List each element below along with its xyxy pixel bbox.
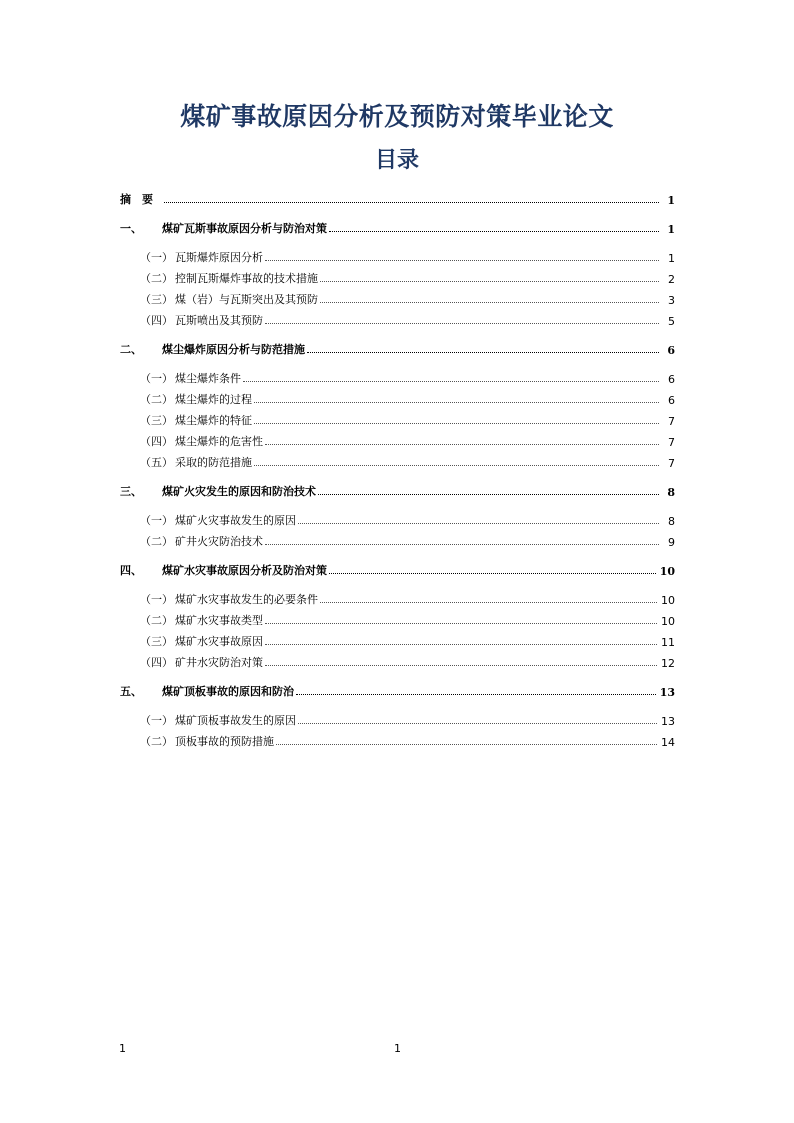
toc-entry-text: 煤矿顶板事故的原因和防治 — [162, 685, 294, 698]
toc-entry-number: （四） — [140, 435, 173, 448]
toc-dot-leader — [318, 493, 659, 495]
toc-entry-number: （一） — [140, 593, 173, 606]
toc-dot-leader — [254, 464, 659, 466]
toc-section-entry[interactable] — [140, 589, 675, 607]
toc-section-entry[interactable] — [140, 268, 675, 286]
toc-entry-text: 煤矿瓦斯事故原因分析与防治对策 — [162, 222, 327, 235]
toc-entry-page: 7 — [668, 457, 675, 470]
toc-entry-page: 3 — [668, 294, 675, 307]
toc-dot-leader — [243, 380, 659, 382]
toc-entry-page: 13 — [661, 715, 675, 728]
toc-dot-leader — [298, 722, 657, 724]
document-title: 煤矿事故原因分析及预防对策毕业论文 — [180, 102, 614, 131]
toc-entry-page: 2 — [668, 273, 675, 286]
toc-dot-leader — [320, 301, 659, 303]
toc-dot-leader — [265, 322, 659, 324]
toc-entry-page: 1 — [667, 194, 675, 207]
toc-chapter-entry[interactable] — [120, 481, 675, 499]
toc-dot-leader — [265, 643, 657, 645]
toc-entry-number: （五） — [140, 456, 173, 469]
toc-entry-page: 9 — [668, 536, 675, 549]
toc-chapter-entry[interactable] — [120, 218, 675, 236]
toc-entry-text: 煤矿火灾事故发生的原因 — [175, 514, 296, 527]
toc-entry-number: 二、 — [120, 343, 142, 356]
toc-section-entry[interactable] — [140, 389, 675, 407]
toc-entry-page: 8 — [668, 515, 675, 528]
toc-entry-text: 矿井水灾防治对策 — [175, 656, 263, 669]
toc-section-entry[interactable] — [140, 289, 675, 307]
toc-entry-number: 一、 — [120, 222, 142, 235]
toc-entry-page: 6 — [668, 373, 675, 386]
toc-entry-page: 7 — [668, 436, 675, 449]
toc-entry-number: （一） — [140, 251, 173, 264]
toc-entry-number: （二） — [140, 393, 173, 406]
toc-entry-text: 煤尘爆炸的过程 — [175, 393, 252, 406]
toc-entry-text: 煤（岩）与瓦斯突出及其预防 — [175, 293, 318, 306]
toc-entry-page: 7 — [668, 415, 675, 428]
toc-dot-leader — [265, 259, 659, 261]
toc-entry-number: （三） — [140, 414, 173, 427]
toc-entry-page: 10 — [661, 615, 675, 628]
toc-dot-leader — [307, 351, 659, 353]
toc-entry-text: 采取的防范措施 — [175, 456, 252, 469]
toc-dot-leader — [265, 543, 659, 545]
toc-entry-page: 6 — [667, 344, 675, 357]
toc-entry-number: （四） — [140, 314, 173, 327]
toc-section-entry[interactable] — [140, 431, 675, 449]
toc-section-entry[interactable] — [140, 652, 675, 670]
toc-section-entry[interactable] — [140, 410, 675, 428]
toc-section-entry[interactable] — [140, 731, 675, 749]
toc-entry-text: 顶板事故的预防措施 — [175, 735, 274, 748]
toc-entry-page: 13 — [659, 686, 675, 699]
toc-entry-text: 煤矿水灾事故原因分析及防治对策 — [162, 564, 327, 577]
toc-entry-number: （二） — [140, 735, 173, 748]
toc-entry-page: 8 — [667, 486, 675, 499]
toc-entry-number: （二） — [140, 535, 173, 548]
toc-chapter-entry[interactable] — [120, 339, 675, 357]
toc-entry-number: （三） — [140, 635, 173, 648]
toc-entry-page: 11 — [661, 636, 675, 649]
toc-chapter-entry[interactable] — [120, 189, 675, 207]
toc-dot-leader — [298, 522, 659, 524]
toc-entry-number: （一） — [140, 514, 173, 527]
toc-entry-number: （一） — [140, 372, 173, 385]
toc-entry-page: 6 — [668, 394, 675, 407]
toc-entry-number: 五、 — [120, 685, 142, 698]
toc-entry-page: 10 — [661, 594, 675, 607]
toc-entry-number: （三） — [140, 293, 173, 306]
toc-chapter-entry[interactable] — [120, 681, 675, 699]
footer-page-number-left: 1 — [119, 1042, 126, 1055]
toc-entry-text: 煤矿水灾事故类型 — [175, 614, 263, 627]
toc-section-entry[interactable] — [140, 531, 675, 549]
toc-entry-text: 煤矿顶板事故发生的原因 — [175, 714, 296, 727]
toc-section-entry[interactable] — [140, 631, 675, 649]
toc-dot-leader — [329, 230, 659, 232]
toc-section-entry[interactable] — [140, 710, 675, 728]
toc-entry-text: 瓦斯爆炸原因分析 — [175, 251, 263, 264]
toc-entry-number: （一） — [140, 714, 173, 727]
toc-entry-text: 煤尘爆炸原因分析与防范措施 — [162, 343, 305, 356]
toc-section-entry[interactable] — [140, 368, 675, 386]
toc-entry-text: 控制瓦斯爆炸事故的技术措施 — [175, 272, 318, 285]
toc-dot-leader — [320, 601, 657, 603]
toc-entry-text: 煤矿水灾事故原因 — [175, 635, 263, 648]
toc-entry-number: 四、 — [120, 564, 142, 577]
toc-entry-number: 三、 — [120, 485, 142, 498]
toc-entry-text: 瓦斯喷出及其预防 — [175, 314, 263, 327]
toc-entry-number: （二） — [140, 614, 173, 627]
toc-section-entry[interactable] — [140, 310, 675, 328]
toc-entry-page: 14 — [661, 736, 675, 749]
toc-entry-page: 10 — [659, 565, 675, 578]
toc-dot-leader — [276, 743, 657, 745]
toc-entry-text: 矿井火灾防治技术 — [175, 535, 263, 548]
toc-section-entry[interactable] — [140, 610, 675, 628]
toc-entry-text: 煤尘爆炸的危害性 — [175, 435, 263, 448]
footer-page-number-center: 1 — [394, 1042, 401, 1055]
toc-dot-leader — [296, 693, 656, 695]
toc-entry-number: （二） — [140, 272, 173, 285]
toc-dot-leader — [265, 443, 659, 445]
toc-entry-text: 煤尘爆炸的特征 — [175, 414, 252, 427]
toc-heading: 目录 — [374, 147, 419, 173]
toc-dot-leader — [265, 664, 657, 666]
toc-entry-text: 煤矿水灾事故发生的必要条件 — [175, 593, 318, 606]
toc-entry-page: 1 — [667, 223, 675, 236]
toc-dot-leader — [254, 401, 659, 403]
toc-section-entry[interactable] — [140, 247, 675, 265]
toc-chapter-entry[interactable] — [120, 560, 675, 578]
toc-dot-leader — [254, 422, 659, 424]
toc-entry-text: 煤矿火灾发生的原因和防治技术 — [162, 485, 316, 498]
toc-dot-leader — [265, 622, 657, 624]
toc-entry-number: 摘 要 — [120, 193, 153, 206]
toc-entry-page: 12 — [661, 657, 675, 670]
toc-entry-number: （四） — [140, 656, 173, 669]
toc-entry-page: 1 — [668, 252, 675, 265]
toc-dot-leader — [164, 201, 659, 203]
toc-entry-text: 煤尘爆炸条件 — [175, 372, 241, 385]
toc-dot-leader — [329, 572, 656, 574]
toc-entry-page: 5 — [668, 315, 675, 328]
toc-dot-leader — [320, 280, 659, 282]
toc-section-entry[interactable] — [140, 452, 675, 470]
toc-section-entry[interactable] — [140, 510, 675, 528]
